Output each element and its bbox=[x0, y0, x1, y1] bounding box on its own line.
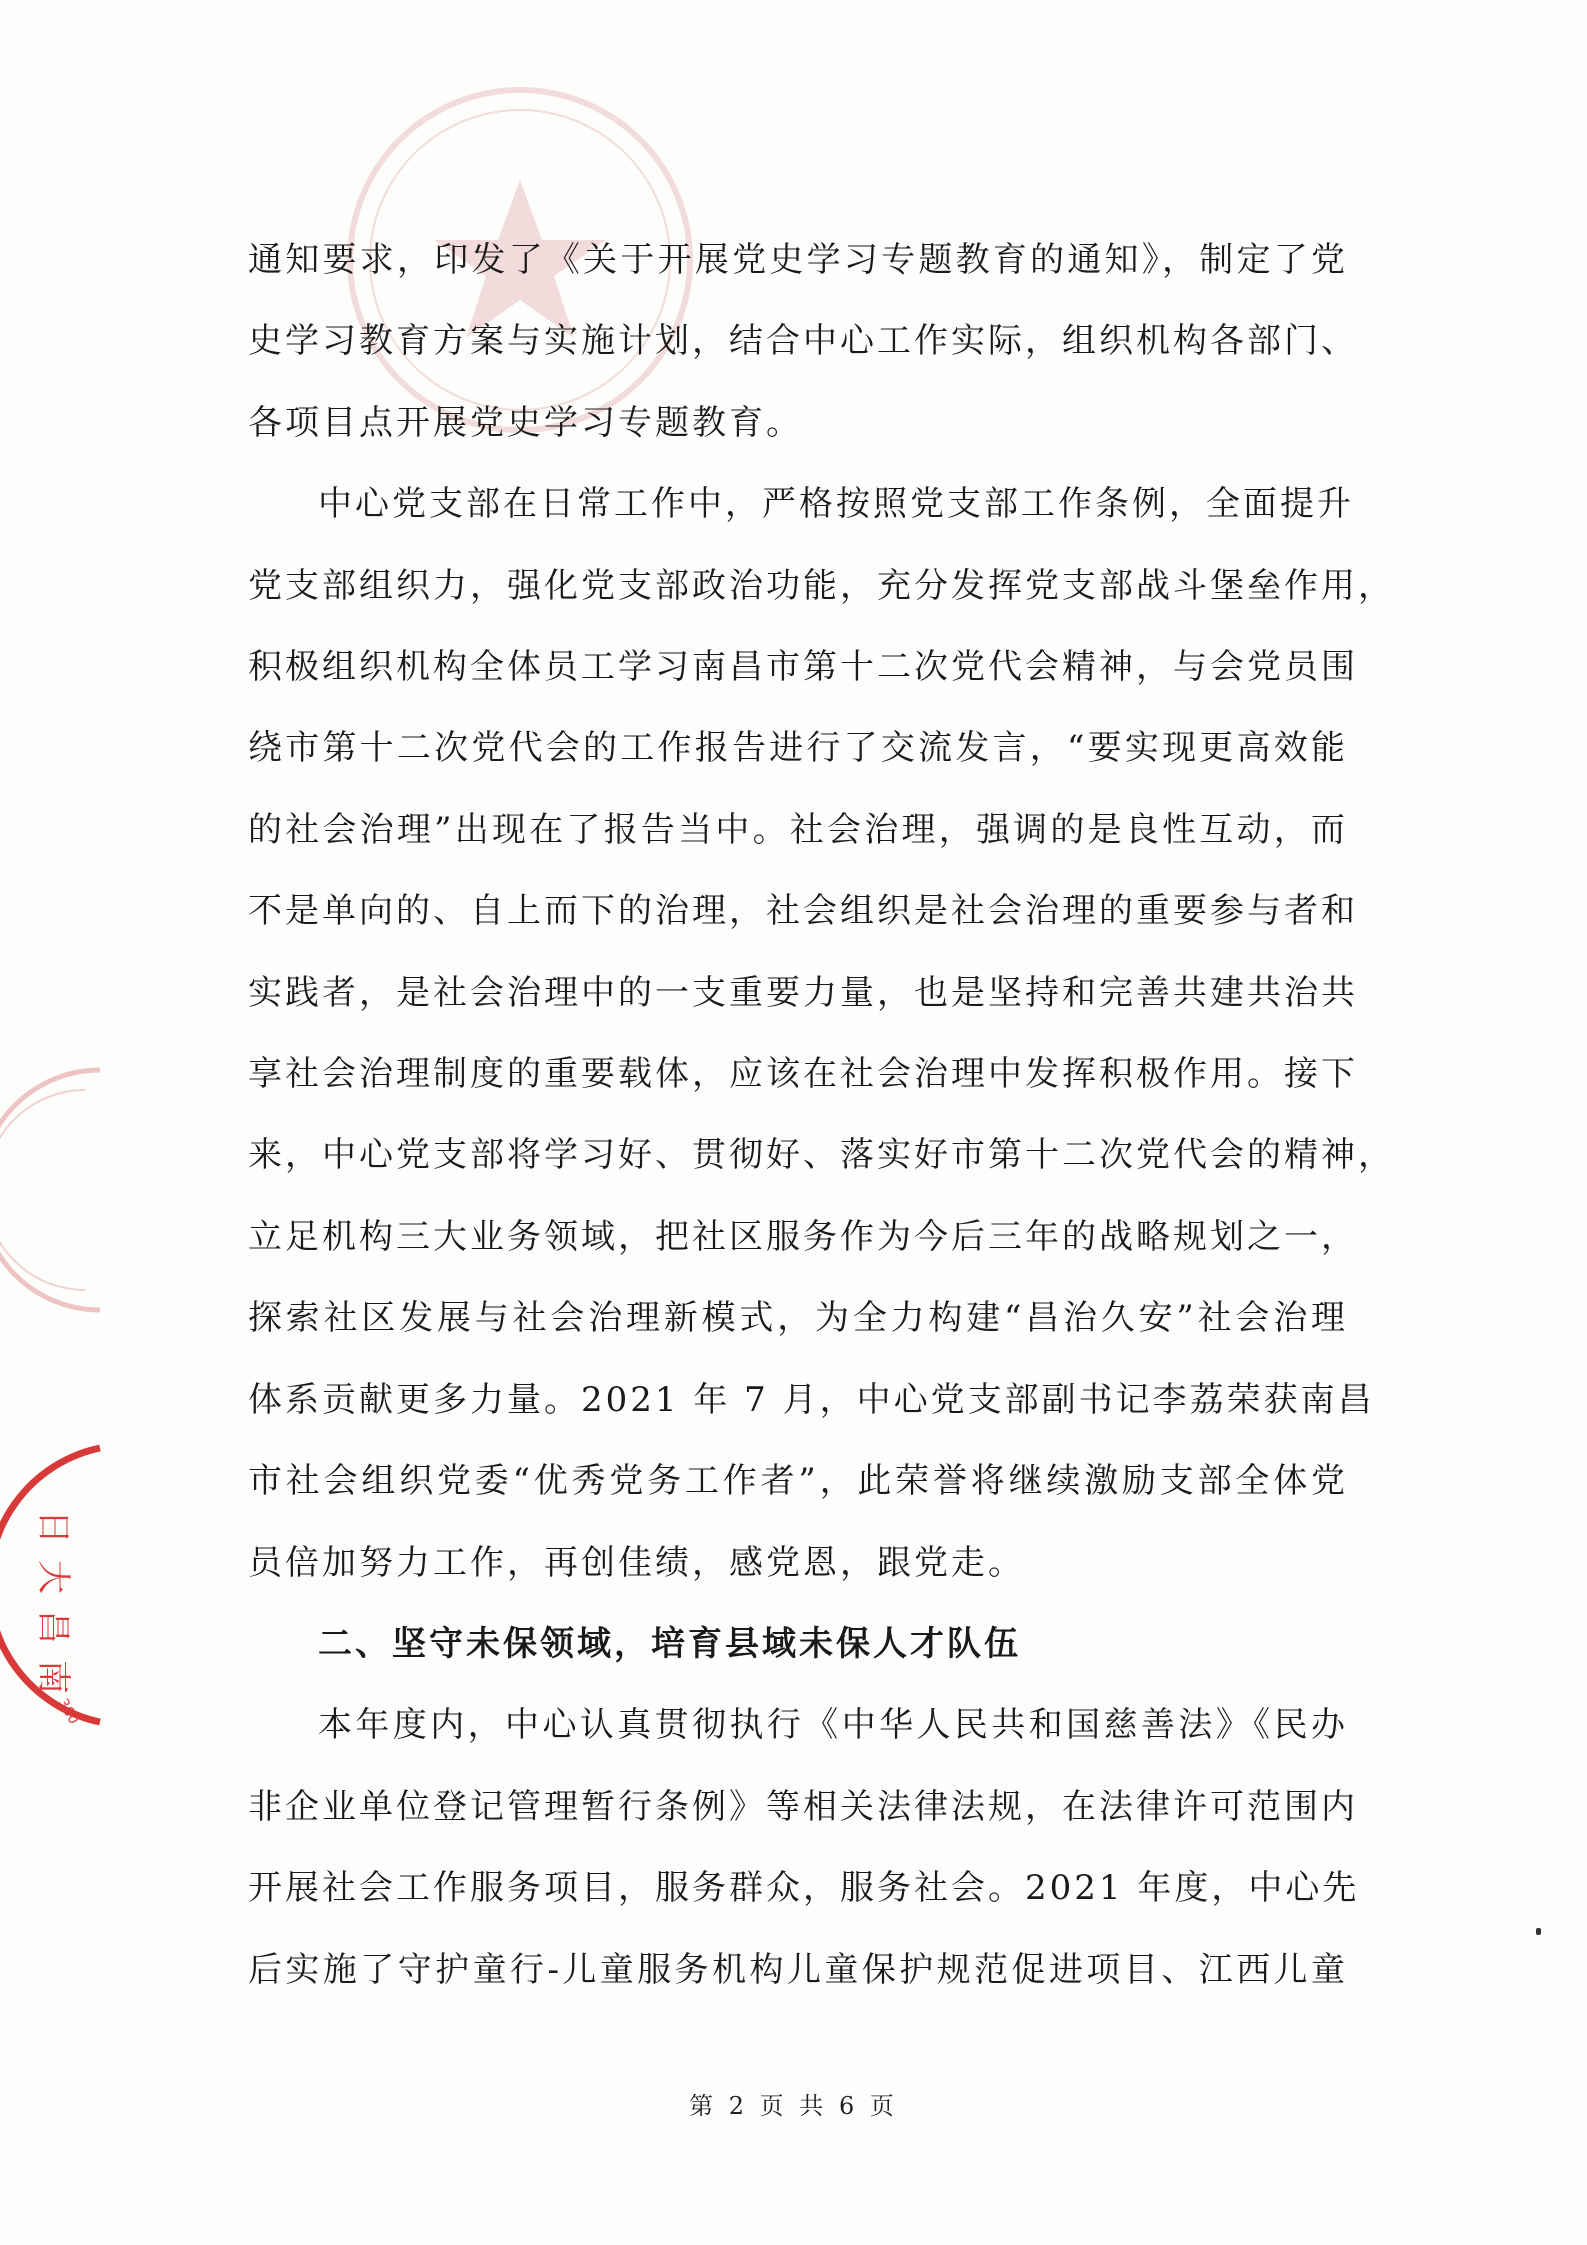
text-line: 探索社区发展与社会治理新模式，为全力构建“昌治久安”社会治理 bbox=[248, 1298, 1348, 1339]
text-line: 体系贡献更多力量。2021 年 7 月，中心党支部副书记李荔荣获南昌 bbox=[248, 1379, 1375, 1420]
text-line: 各项目点开展党史学习专题教育。 bbox=[248, 402, 803, 443]
scan-speck bbox=[1536, 1928, 1541, 1935]
paragraph-1 bbox=[248, 220, 1358, 464]
svg-text:360: 360 bbox=[54, 1696, 82, 1728]
page-footer: 第 2 页 共 6 页 bbox=[689, 2092, 898, 2120]
section-heading: 二、坚守未保领域，培育县域未保人才队伍 bbox=[318, 1623, 1021, 1664]
text-line: 党支部组织力，强化党支部政治功能，充分发挥党支部战斗堡垒作用， bbox=[248, 565, 1395, 606]
text-line: 享社会治理制度的重要载体，应该在社会治理中发挥积极作用。接下 bbox=[248, 1054, 1358, 1095]
svg-text:大: 大 bbox=[33, 1560, 73, 1594]
text-line: 通知要求，印发了《关于开展党史学习专题教育的通知》，制定了党 bbox=[248, 240, 1348, 280]
text-line: 开展社会工作服务项目，服务群众，服务社会。2021 年度，中心先 bbox=[248, 1868, 1360, 1909]
text-line: 市社会组织党委“优秀党务工作者”，此荣誉将继续激励支部全体党 bbox=[248, 1461, 1348, 1502]
paragraph-3 bbox=[248, 1685, 1360, 2011]
seal-stamp-side bbox=[0, 1440, 110, 1730]
text-line: 不是单向的、自上而下的治理，社会组织是社会治理的重要参与者和 bbox=[248, 891, 1358, 932]
svg-text:南: 南 bbox=[33, 1660, 73, 1694]
text-line: 后实施了守护童行-儿童服务机构儿童保护规范促进项目、江西儿童 bbox=[248, 1949, 1348, 1990]
text-line: 绕市第十二次党代会的工作报告进行了交流发言，“要实现更高效能 bbox=[248, 728, 1348, 769]
text-line: 实践者，是社会治理中的一支重要力量，也是坚持和完善共建共治共 bbox=[248, 972, 1358, 1013]
text-line: 立足机构三大业务领域，把社区服务作为今后三年的战略规划之一， bbox=[248, 1216, 1358, 1257]
text-line: 本年度内，中心认真贯彻执行《中华人民共和国慈善法》《民办 bbox=[318, 1705, 1348, 1746]
svg-text:日: 日 bbox=[33, 1510, 73, 1544]
seal-watermark-side bbox=[0, 1060, 110, 1320]
text-line: 的社会治理”出现在了报告当中。社会治理，强调的是良性互动，而 bbox=[248, 809, 1348, 850]
text-line: 来，中心党支部将学习好、贯彻好、落实好市第十二次党代会的精神， bbox=[248, 1135, 1395, 1176]
text-line: 中心党支部在日常工作中，严格按照党支部工作条例，全面提升 bbox=[318, 484, 1354, 525]
paragraph-2 bbox=[248, 464, 1395, 1604]
svg-text:昌: 昌 bbox=[33, 1610, 73, 1644]
text-line: 非企业单位登记管理暂行条例》等相关法律法规，在法律许可范围内 bbox=[248, 1786, 1358, 1827]
text-line: 员倍加努力工作，再创佳绩，感党恩，跟党走。 bbox=[248, 1542, 1025, 1583]
document-body bbox=[248, 220, 1395, 2011]
text-line: 积极组织机构全体员工学习南昌市第十二次党代会精神，与会党员围 bbox=[248, 647, 1358, 688]
text-line: 史学习教育方案与实施计划，结合中心工作实际，组织机构各部门、 bbox=[248, 321, 1358, 362]
